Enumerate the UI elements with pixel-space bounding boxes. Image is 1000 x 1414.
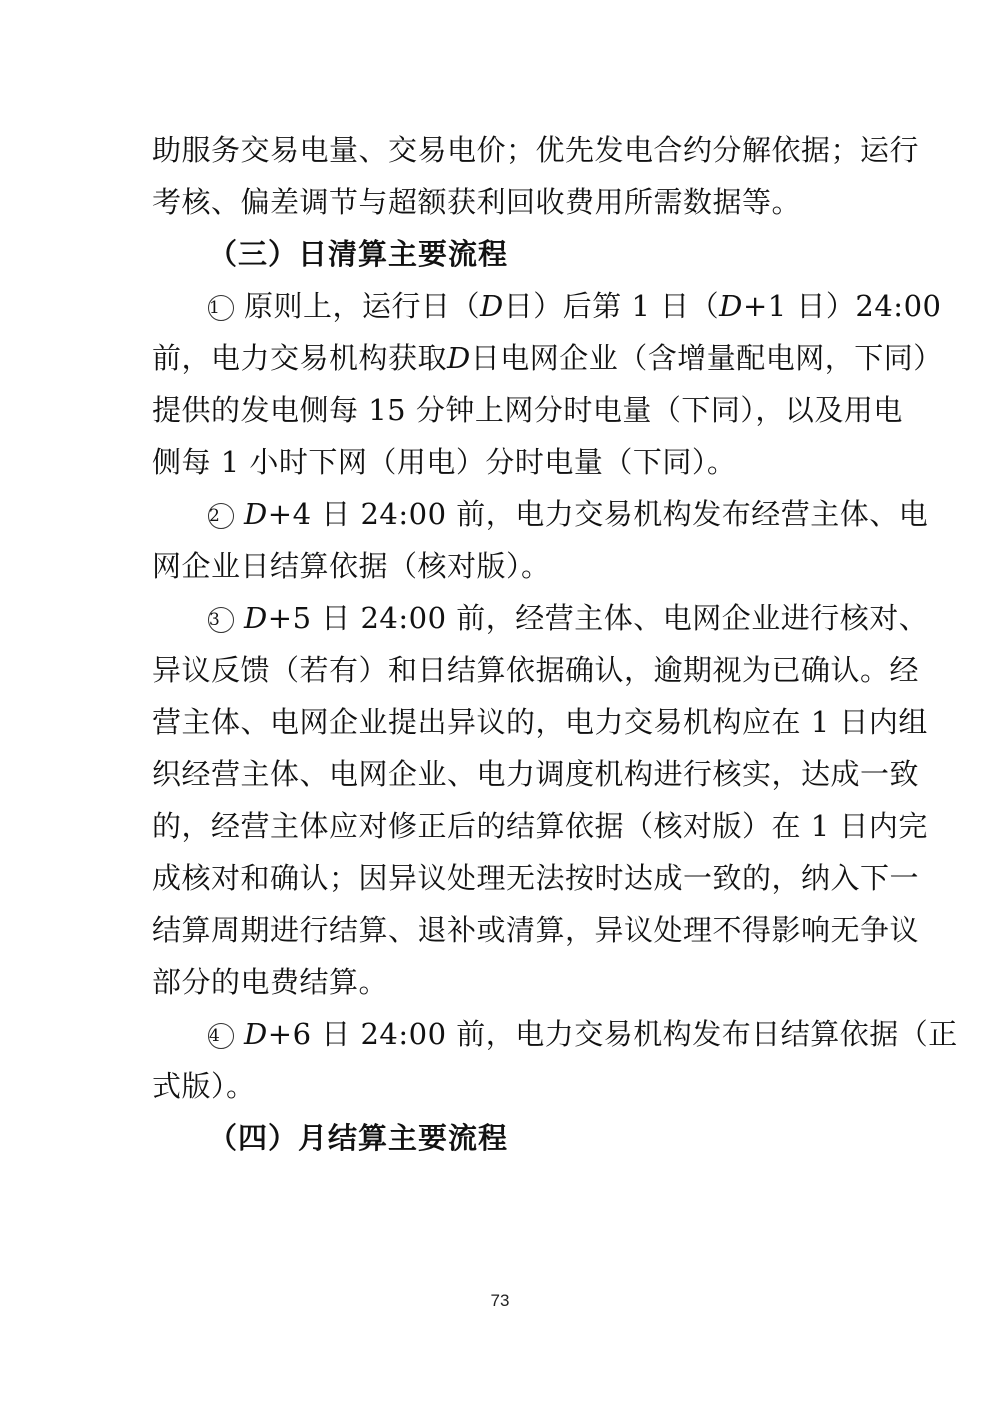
text-span: 日电网企业（含增量配电网，下同）: [470, 341, 943, 375]
section-heading-3: （三）日清算主要流程: [208, 237, 509, 271]
body-line: 式版）。: [152, 1069, 256, 1103]
page-number: 73: [490, 1291, 510, 1310]
italic-d: D: [244, 1017, 268, 1051]
body-line: 织经营主体、电网企业、电力调度机构进行核实，达成一致: [152, 757, 920, 791]
body-line: 侧每 1 小时下网（用电）分时电量（下同）。: [152, 445, 737, 479]
text-span: +6 日 24:00 前，电力交易机构发布日结算依据（正: [267, 1017, 958, 1051]
circled-number-4: 4: [208, 1023, 234, 1049]
item-3-line: [208, 598, 929, 638]
text-span: 原则上，运行日（: [244, 289, 481, 323]
italic-d: D: [244, 497, 268, 531]
circled-number-1: 1: [208, 295, 234, 321]
body-line: [152, 338, 943, 378]
body-line: 结算周期进行结算、退补或清算，异议处理不得影响无争议: [152, 913, 920, 947]
body-line: 部分的电费结算。: [152, 965, 389, 999]
section-heading-4: （四）月结算主要流程: [208, 1121, 509, 1155]
text-span: 前，电力交易机构获取: [152, 341, 448, 375]
body-line: 网企业日结算依据（核对版）。: [152, 549, 551, 583]
text-span: +4 日 24:00 前，电力交易机构发布经营主体、电: [267, 497, 929, 531]
body-line: 营主体、电网企业提出异议的，电力交易机构应在 1 日内组: [152, 705, 928, 739]
italic-d: D: [480, 289, 504, 323]
body-line: 的，经营主体应对修正后的结算依据（核对版）在 1 日内完: [152, 809, 928, 843]
italic-d: D: [244, 601, 268, 635]
body-line: 成核对和确认；因异议处理无法按时达成一致的，纳入下一: [152, 861, 920, 895]
text-span: +1 日）24:00: [742, 289, 942, 323]
circled-number-3: 3: [208, 607, 234, 633]
item-4-line: [208, 1014, 958, 1054]
item-2-line: [208, 494, 929, 534]
item-1-line: [208, 286, 942, 326]
body-line: 异议反馈（若有）和日结算依据确认，逾期视为已确认。经: [152, 653, 920, 687]
body-line: 助服务交易电量、交易电价；优先发电合约分解依据；运行: [152, 133, 920, 167]
body-line: 考核、偏差调节与超额获利回收费用所需数据等。: [152, 185, 802, 219]
text-span: 日）后第 1 日（: [503, 289, 720, 323]
body-line: 提供的发电侧每 15 分钟上网分时电量（下同），以及用电: [152, 393, 903, 427]
italic-d: D: [447, 341, 471, 375]
circled-number-2: 2: [208, 503, 234, 529]
italic-d: D: [719, 289, 743, 323]
text-span: +5 日 24:00 前，经营主体、电网企业进行核对、: [267, 601, 929, 635]
